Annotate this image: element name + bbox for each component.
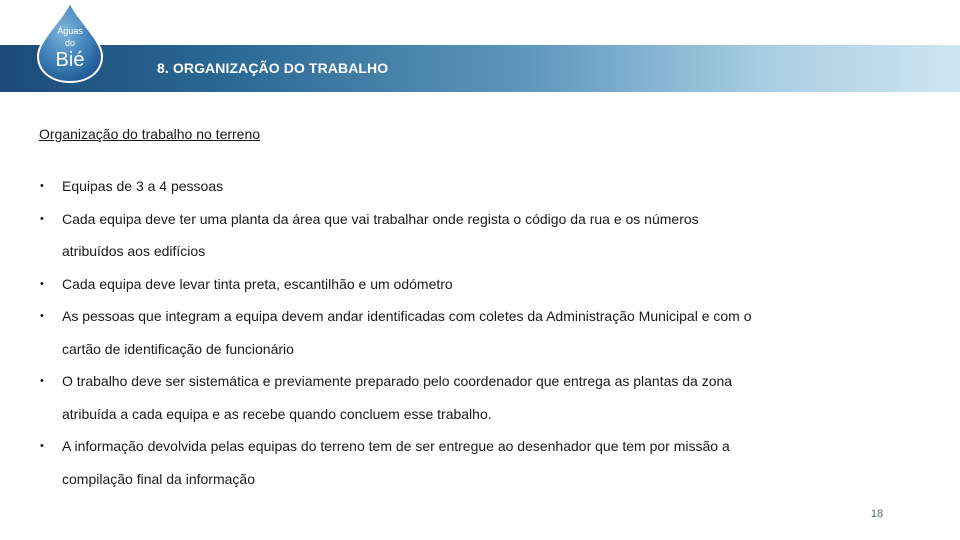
list-item-text: O trabalho deve ser sistemática e previamente preparado pelo coordenador que entrega as plantas da zona atribuída a cada equipa e as recebe quando concluem esse trabalho. — [62, 373, 733, 422]
list-item-text: Equipas de 3 a 4 pessoas — [62, 178, 224, 194]
list-item — [40, 365, 760, 430]
bullet-icon: • — [40, 212, 44, 225]
bullet-icon: • — [40, 375, 44, 387]
list-item — [40, 268, 760, 301]
list-item-text: Cada equipa deve ter uma planta da área que vai trabalhar onde regista o código da rua e os números atribuídos aos edifícios — [62, 210, 699, 259]
list-item-text: A informação devolvida pelas equipas do terreno tem de ser entregue ao desenhador que tem por missão a compilação final da informação — [62, 438, 730, 487]
list-item-text: Cada equipa deve levar tinta preta, escantilhão e um odómetro — [62, 275, 453, 292]
bullet-icon: • — [40, 440, 44, 452]
slide-title: 8. ORGANIZAÇÃO DO TRABALHO — [157, 60, 389, 76]
bullet-icon: • — [40, 310, 44, 322]
page-number: 18 — [870, 508, 884, 520]
header-banner — [0, 45, 960, 92]
logo-text-line2: do — [64, 38, 75, 48]
bullet-list — [40, 170, 760, 495]
list-item — [40, 203, 760, 268]
section-heading: Organização do trabalho no terreno — [39, 126, 261, 142]
list-item — [40, 300, 760, 365]
list-item-text: As pessoas que integram a equipa devem andar identificadas com coletes da Administração Municipal e com o cartão de identificação de funcionário — [62, 308, 752, 357]
aguas-do-bie-logo — [34, 0, 106, 84]
bullet-icon: • — [40, 180, 44, 192]
bullet-icon: • — [40, 277, 44, 290]
list-item — [40, 430, 760, 495]
logo-text-line3: Bié — [55, 49, 85, 71]
logo-text-line1: Águas — [57, 26, 83, 36]
list-item — [40, 170, 760, 203]
